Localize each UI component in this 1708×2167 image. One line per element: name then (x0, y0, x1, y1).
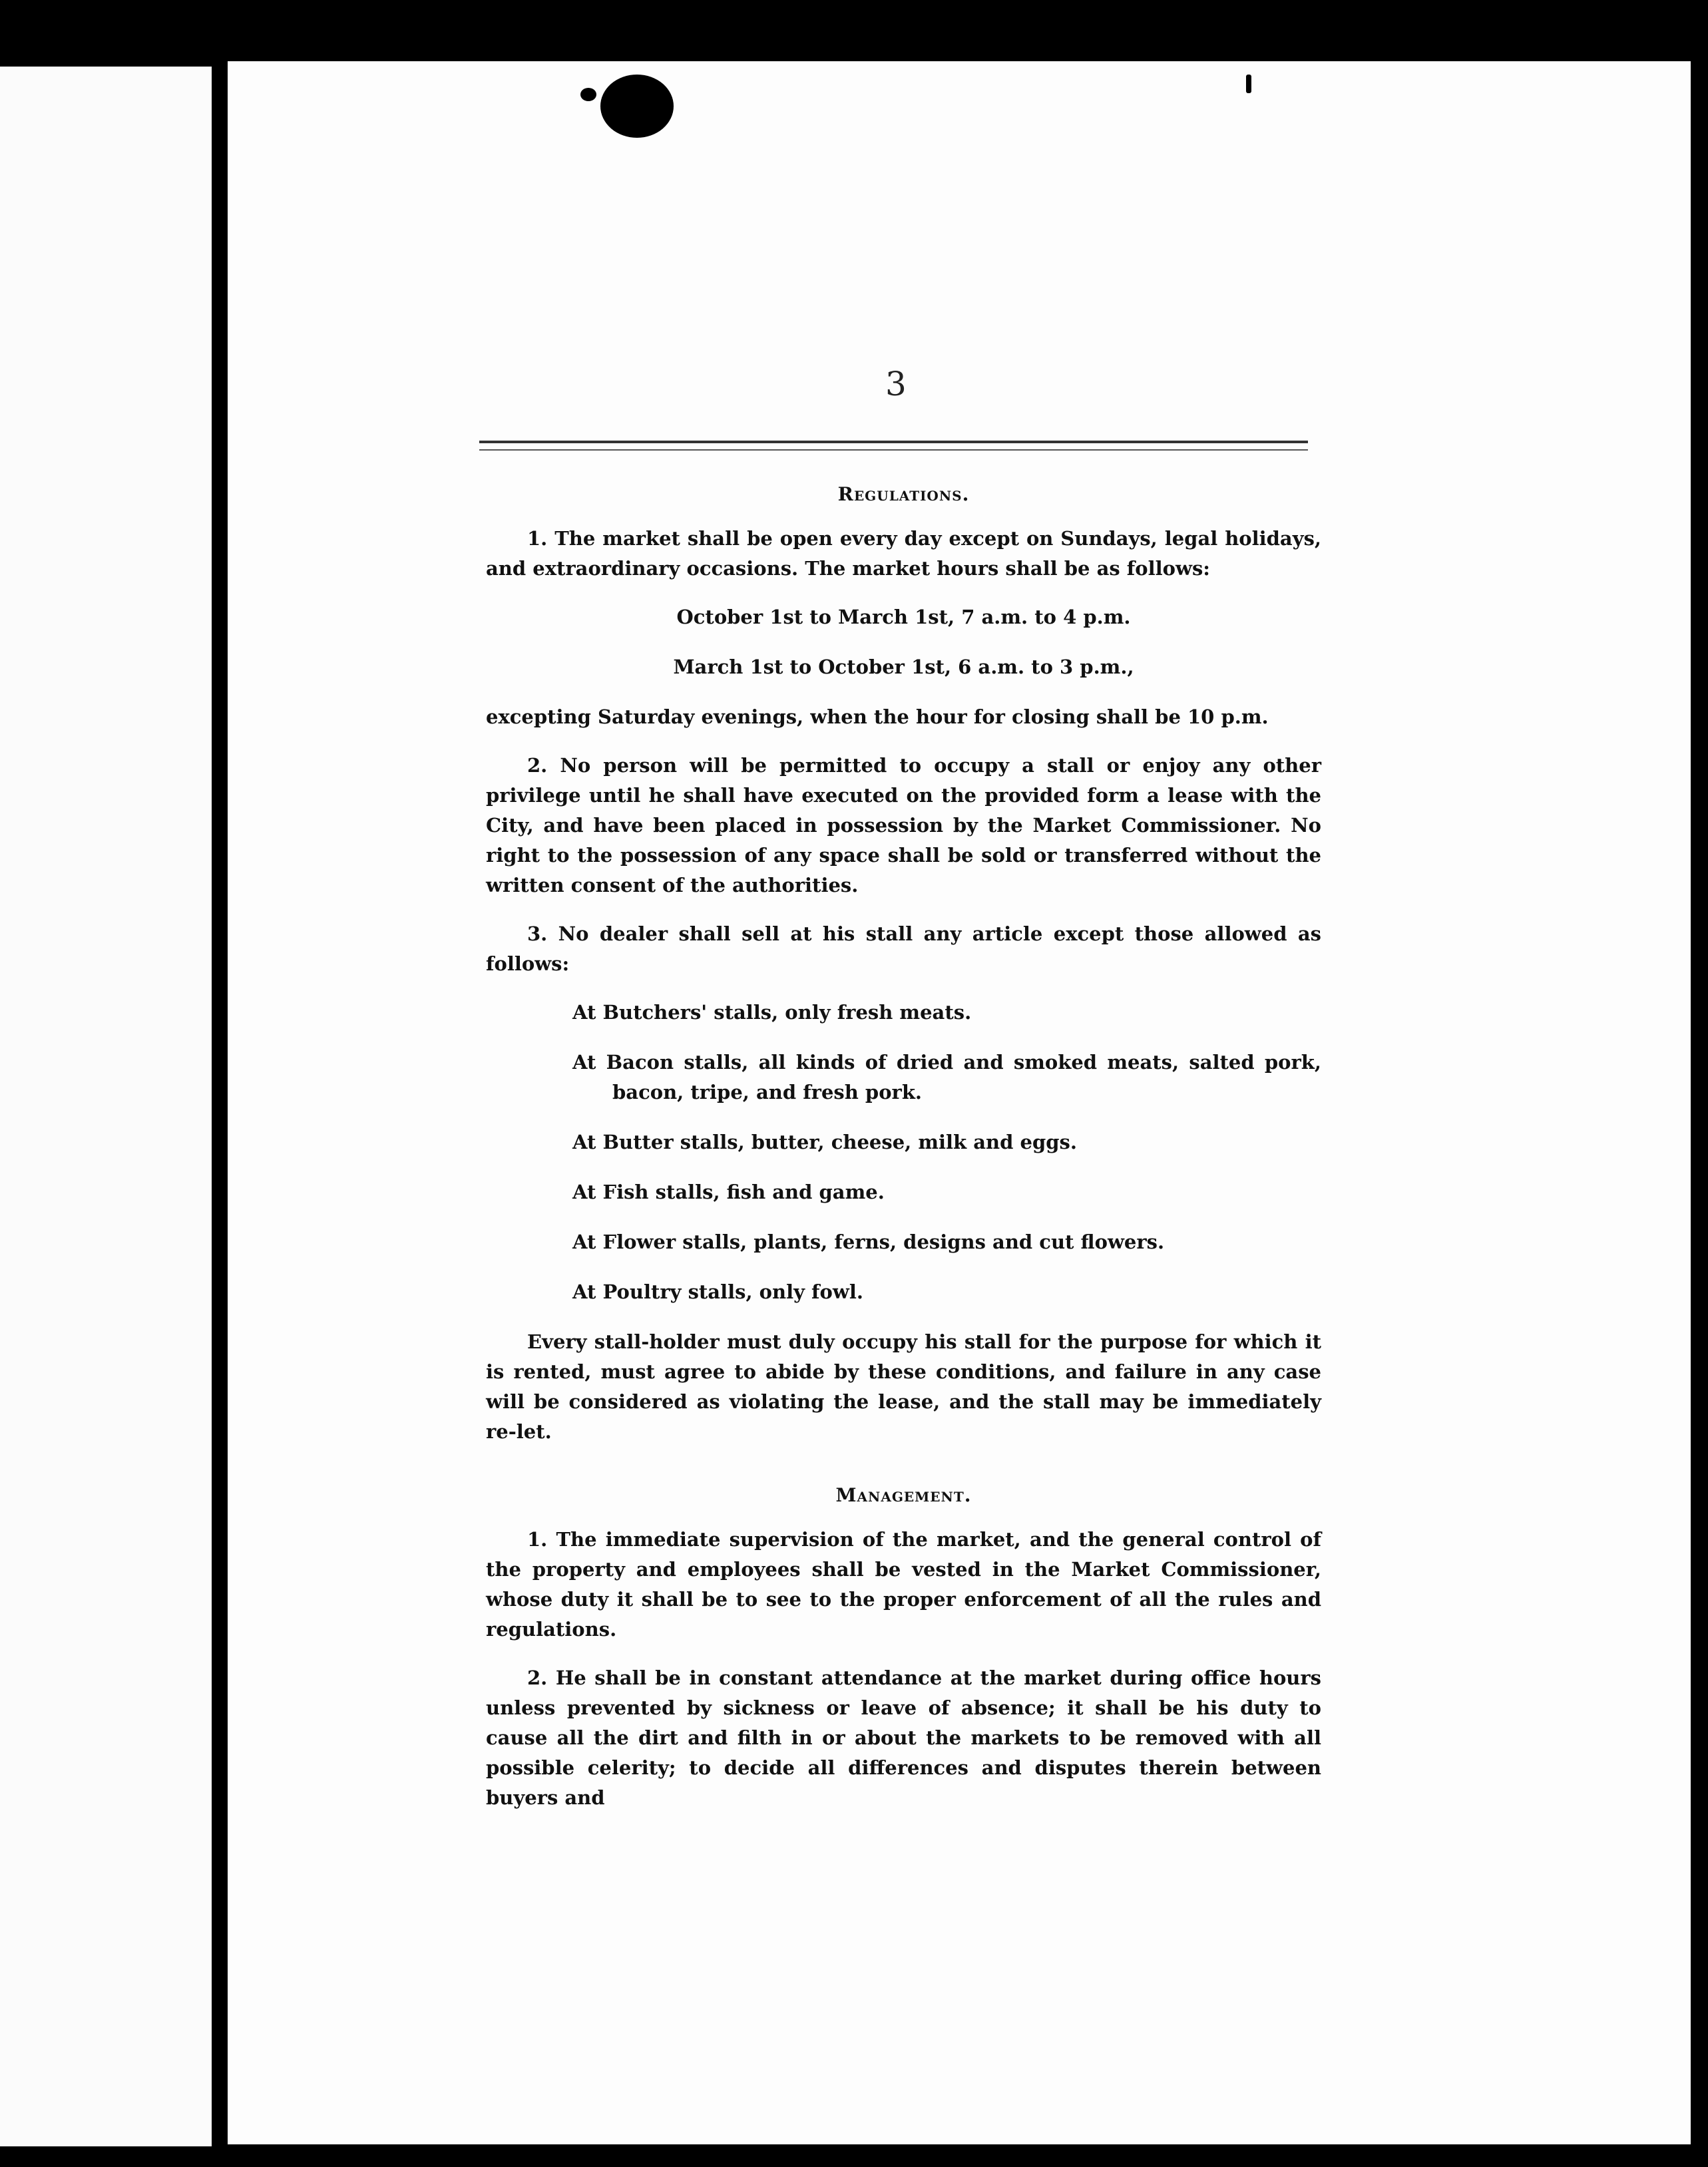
scan-border-bottom (0, 2146, 1708, 2167)
market-hours-summer: March 1st to October 1st, 6 a.m. to 3 p.m., (673, 656, 1134, 678)
regulation-paragraph-4: Every stall-holder must duly occupy his stall for the purpose for which it is rented, must agree to abide by these conditions, and failure in any case will be considered as violating the lease, and the stall may be immediately re-let. (486, 1330, 1321, 1443)
stall-item-butter: At Butter stalls, butter, cheese, milk and eggs. (572, 1131, 1077, 1153)
page-number: 3 (885, 365, 907, 403)
stall-item-flower: At Flower stalls, plants, ferns, designs and cut flowers. (572, 1231, 1165, 1253)
management-paragraph-2: 2. He shall be in constant attendance at the market during office hours unless prevented by sickness or leave of absence; it shall be his duty to cause all the dirt and filth in or about the markets to be removed with all possible celerity; to decide all differences and disputes therein between buyers and (486, 1667, 1321, 1809)
stall-item-butchers: At Butchers' stalls, only fresh meats. (572, 1001, 972, 1024)
header-rule (479, 441, 1308, 443)
regulation-paragraph-1: 1. The market shall be open every day except on Sundays, legal holidays, and extraordinary occasions. The market hours shall be as follows: (486, 527, 1321, 580)
document-body (486, 466, 1321, 1813)
regulation-paragraph-3: 3. No dealer shall sell at his stall any article except those allowed as follows: (486, 922, 1321, 975)
stall-item-fish: At Fish stalls, fish and game. (572, 1181, 885, 1203)
ink-blot (600, 75, 674, 138)
adjacent-page-edge (0, 67, 212, 2150)
ink-blot-small (580, 88, 596, 101)
stall-item-poultry: At Poultry stalls, only fowl. (572, 1280, 863, 1303)
header-rule-secondary (479, 449, 1308, 451)
market-hours-winter: October 1st to March 1st, 7 a.m. to 4 p.m. (676, 606, 1131, 628)
book-gutter (212, 60, 228, 2150)
scan-border-right (1691, 0, 1708, 2167)
ink-speck (1246, 75, 1251, 93)
regulation-paragraph-2: 2. No person will be permitted to occupy a stall or enjoy any other privilege until he shall have executed on the provided form a lease with the City, and have been placed in possession by the Market Commissioner. No right to the possession of any space shall be sold or transferred without the written consent of the authorities. (486, 754, 1321, 896)
section-heading-regulations: Regulations. (837, 483, 970, 505)
stall-item-bacon: At Bacon stalls, all kinds of dried and smoked meats, salted pork, bacon, tripe, and fresh pork. (572, 1051, 1321, 1103)
management-paragraph-1: 1. The immediate supervision of the market, and the general control of the property and employees shall be vested in the Market Commissioner, whose duty it shall be to see to the proper enforcement of all the rules and regulations. (486, 1528, 1321, 1641)
regulation-paragraph-1-tail: excepting Saturday evenings, when the hour for closing shall be 10 p.m. (486, 705, 1269, 728)
stall-list (486, 998, 1321, 1307)
section-heading-management: Management. (835, 1484, 972, 1506)
